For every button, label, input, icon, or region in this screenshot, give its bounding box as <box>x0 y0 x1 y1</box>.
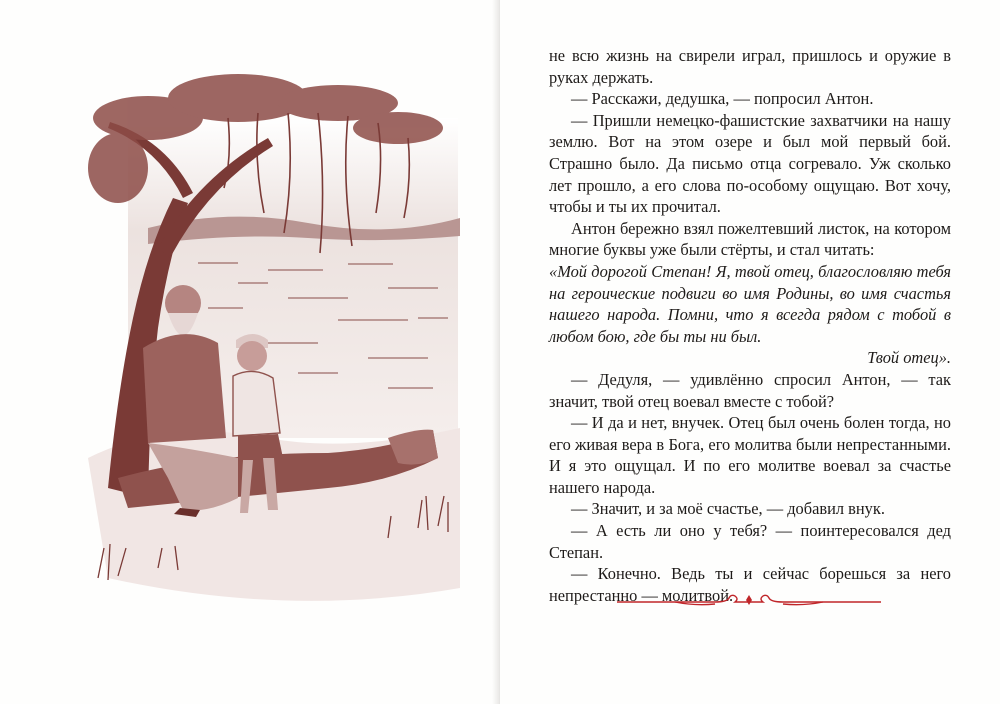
father-letter: «Мой дорогой Степан! Я, твой отец, благословляю тебя на героические подвиги во имя Родины, во имя счастья нашего народа. Помни, что я всегда рядом с тобой в любом бою, где бы ты ни был. <box>549 261 951 346</box>
paragraph: — Значит, и за моё счастье, — добавил внук. <box>571 499 885 519</box>
paragraph: Антон бережно взял пожелтевший листок, на котором многие буквы уже были стёрты, и стал читать: <box>549 218 951 260</box>
paragraph: — А есть ли оно у тебя? — поинтересовался дед Степан. <box>549 521 951 562</box>
paragraph: — Дедуля, — удивлённо спросил Антон, — так значит, твой отец воевал вместе с тобой? <box>549 369 951 411</box>
letter-signature: Твой отец». <box>867 348 951 368</box>
illustration-grandfather-and-boy-by-lake <box>88 58 460 618</box>
paragraph: — И да и нет, внучек. Отец был очень болен тогда, но его живая вера в Бога, его молитва были непрестанными. И я это ощущал. И по его молитве воевал за счастье нашего народа. <box>549 413 951 497</box>
decorative-ornament-divider <box>615 592 883 610</box>
paragraph: не всю жизнь на свирели играл, пришлось и оружие в руках держать. <box>549 46 951 87</box>
story-text <box>549 45 951 606</box>
paragraph: — Пришли немецко-фашистские захватчики на нашу землю. Вот на этом озере и был мой первый бой. Страшно было. Да письмо отца согревало. Уж сколько лет прошло, а его слова по-особому ощущаю. Вот хочу, чтобы и ты их прочитал. <box>549 110 951 217</box>
paragraph: — Расскажи, дедушка, — попросил Антон. <box>571 89 874 109</box>
paragraph: — Конечно. Ведь ты и сейчас борешься за него непрестанно — молитвой. <box>549 564 951 605</box>
